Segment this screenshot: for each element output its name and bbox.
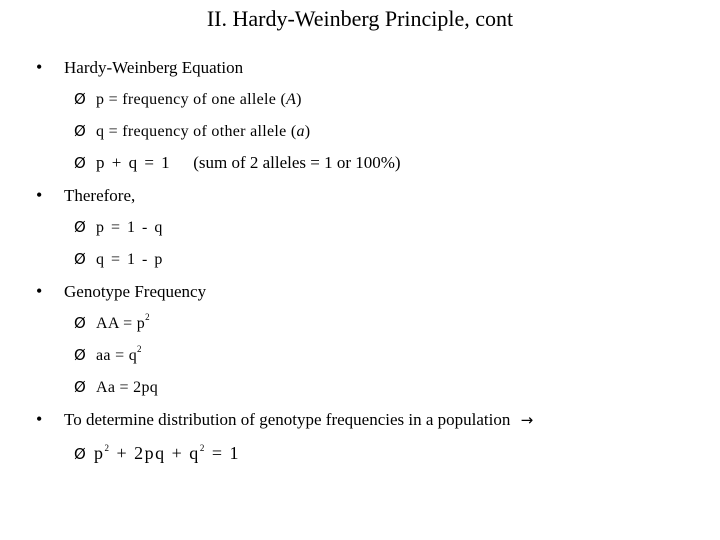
sub-item-sum-equation: [74, 152, 401, 174]
sum-note: (sum of 2 alleles = 1 or 100%): [193, 153, 401, 172]
genotype-equation: AA = p: [96, 315, 146, 332]
arrow-bullet-icon: Ø: [74, 90, 87, 108]
bullet-icon: •: [36, 185, 43, 205]
sub-item-q-frequency: [74, 120, 310, 143]
bullet-heading: Therefore,: [64, 186, 136, 205]
exponent: 2: [137, 344, 142, 354]
sub-item-p-equals: [74, 216, 164, 239]
sub-item-text: p = frequency of one allele (: [96, 91, 287, 108]
bullet-heading: Genotype Frequency: [64, 282, 207, 301]
formula-end: = 1: [205, 443, 240, 463]
sub-item-AA: [74, 312, 150, 335]
exponent: 2: [199, 443, 206, 453]
right-arrow-icon: →: [520, 411, 534, 429]
allele-symbol: A: [286, 91, 297, 108]
arrow-bullet-icon: Ø: [74, 250, 88, 268]
formula-p: p: [94, 443, 105, 463]
sub-item-q-equals: [74, 248, 164, 271]
arrow-bullet-icon: Ø: [74, 378, 87, 396]
equation: p = 1 - q: [96, 219, 164, 236]
formula-middle: + 2pq + q: [110, 443, 200, 463]
sub-item-close: ): [296, 91, 302, 108]
arrow-bullet-icon: Ø: [74, 154, 86, 172]
sub-item-aa: [74, 344, 142, 367]
sub-item-Aa: [74, 376, 158, 399]
exponent: 2: [145, 312, 150, 322]
bullet-hardy-weinberg-equation: [36, 56, 243, 79]
sub-item-close: ): [304, 123, 311, 140]
bullet-therefore: [36, 184, 135, 207]
bullet-heading: Hardy-Weinberg Equation: [64, 58, 244, 77]
bullet-icon: •: [36, 409, 43, 429]
arrow-bullet-icon: Ø: [74, 445, 88, 463]
sub-item-p-frequency: [74, 88, 302, 111]
genotype-equation: Aa = 2pq: [96, 379, 159, 396]
sub-item-text: q = frequency of other allele (: [96, 123, 297, 140]
arrow-bullet-icon: Ø: [74, 314, 87, 332]
genotype-equation: aa = q: [96, 347, 138, 364]
allele-symbol: a: [296, 123, 305, 140]
bullet-genotype-distribution: [36, 408, 533, 431]
slide-title: II. Hardy-Weinberg Principle, cont: [206, 6, 514, 31]
bullet-genotype-frequency: [36, 280, 206, 303]
sub-item-hw-formula: [74, 442, 240, 465]
exponent: 2: [104, 443, 111, 453]
bullet-icon: •: [36, 57, 43, 77]
arrow-bullet-icon: Ø: [74, 346, 87, 364]
sum-equation: p + q = 1: [96, 153, 172, 172]
equation: q = 1 - p: [96, 251, 164, 268]
arrow-bullet-icon: Ø: [74, 218, 88, 236]
bullet-heading: To determine distribution of genotype frequencies in a population: [64, 410, 511, 429]
arrow-bullet-icon: Ø: [74, 122, 87, 140]
bullet-icon: •: [36, 281, 43, 301]
